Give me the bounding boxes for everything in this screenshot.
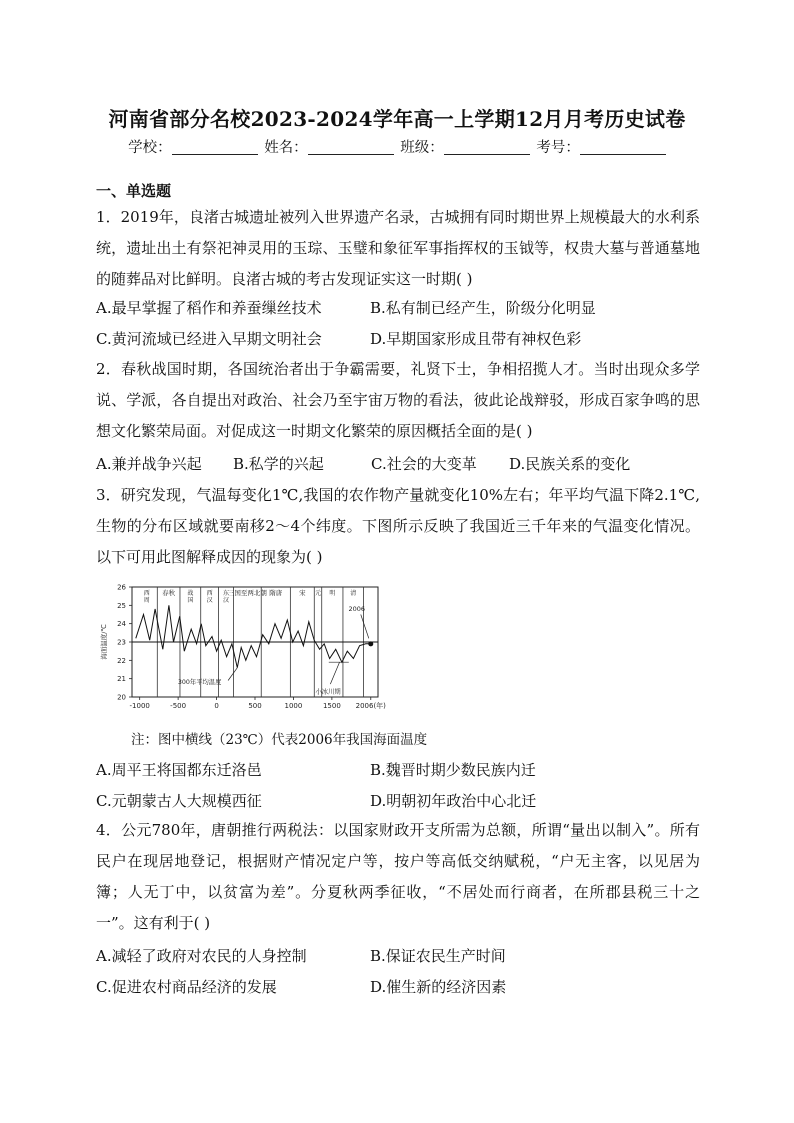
- question-2-text: 2．春秋战国时期，各国统治者出于争霸需要，礼贤下士，争相招揽人才。当时出现众多学说、学派，各自提出对政治、社会乃至宇宙万物的看法，彼此论战辩驳，形成百家争鸣的思想文化繁荣局面。对促成这一时期文化繁荣的原因概括全面的是( ): [96, 360, 700, 440]
- question-3-option-a[interactable]: A.周平王将国都东迁洛邑: [96, 761, 262, 779]
- chart-note: 注：图中横线（23℃）代表2006年我国海面温度: [131, 732, 428, 748]
- question-3-option-b[interactable]: B.魏晋时期少数民族内迁: [370, 761, 536, 779]
- question-4-option-d[interactable]: D.催生新的经济因素: [370, 978, 507, 996]
- y-tick-label: 24: [117, 620, 126, 629]
- name-label: 姓名：: [264, 140, 308, 156]
- question-2-option-c[interactable]: C.社会的大变革: [371, 455, 477, 473]
- exam-no-label: 考号：: [536, 140, 580, 156]
- annotation-300yr-arrow: [228, 668, 237, 681]
- x-tick-label: -1000: [129, 702, 150, 710]
- endpoint-marker: [368, 641, 373, 646]
- question-3-option-d[interactable]: D.明朝初年政治中心北迁: [370, 792, 537, 810]
- class-blank[interactable]: [444, 140, 530, 155]
- section-title: 一、单选题: [96, 182, 172, 200]
- period-label: 东汉: [222, 590, 229, 604]
- x-tick-label: 1000: [284, 702, 303, 710]
- period-label: 清: [350, 590, 357, 597]
- school-blank[interactable]: [172, 140, 258, 155]
- question-1-option-d[interactable]: D.早期国家形成且带有神权色彩: [370, 330, 582, 348]
- temperature-series-line: [136, 605, 371, 667]
- question-4-text: 4．公元780年，唐朝推行两税法：以国家财政开支所需为总额，所谓“量出以制入”。所有民户在现居地登记，根据财产情况定户等，按户等高低交纳赋税，“户无主客，以见居为簿；人无丁中，以贫富为差”。分夏秋两季征收，“不居处而行商者，在所郡县税三十之一”。这有利于( ): [96, 821, 700, 932]
- annotation-300yr: 300年平均温度: [177, 679, 222, 687]
- period-label: 明: [329, 590, 336, 597]
- question-2-option-d[interactable]: D.民族关系的变化: [509, 455, 631, 473]
- question-3-text: 3．研究发现，气温每变化1℃,我国的农作物产量就变化10%左右；年平均气温下降2.1℃,生物的分布区域就要南移2～4个纬度。下图所示反映了我国近三千年来的气温变化情况。以下可用此图解释成因的现象为( ): [96, 486, 700, 566]
- question-1-option-b[interactable]: B.私有制已经产生，阶级分化明显: [370, 299, 596, 317]
- period-label: 春秋: [162, 589, 176, 597]
- question-1-option-c[interactable]: C.黄河流域已经进入早期文明社会: [96, 330, 322, 348]
- question-1-option-a[interactable]: A.最早掌握了稻作和养蚕缫丝技术: [96, 299, 322, 317]
- exam-title: 河南省部分名校2023-2024学年高一上学期12月月考历史试卷: [108, 107, 686, 131]
- exam-no-blank[interactable]: [580, 140, 666, 155]
- y-tick-label: 21: [117, 675, 126, 684]
- temperature-chart: [96, 580, 396, 715]
- question-1-text: 1．2019年，良渚古城遗址被列入世界遗产名录，古城拥有同时期世界上规模最大的水利系统，遗址出土有祭祀神灵用的玉琮、玉璧和象征军事指挥权的玉钺等，权贵大墓与普通墓地的随葬品对比鲜明。良渚古城的考古发现证实这一时期( ): [96, 208, 700, 288]
- question-2-option-a[interactable]: A.兼并战争兴起: [96, 455, 202, 473]
- period-label: 元: [314, 590, 322, 597]
- annotation-2006-arrow: [361, 615, 369, 639]
- period-label: 隋唐: [269, 589, 283, 597]
- period-label: 西汉: [206, 590, 213, 604]
- school-label: 学校：: [128, 140, 172, 156]
- question-4-option-a[interactable]: A.减轻了政府对农民的人身控制: [96, 947, 307, 965]
- x-tick-label: 500: [248, 702, 262, 710]
- y-tick-label: 23: [117, 638, 126, 647]
- annotation-2006: 2006: [348, 604, 366, 613]
- annotation-ice-age-arrow: [330, 662, 339, 684]
- question-2-option-b[interactable]: B.私学的兴起: [233, 455, 324, 473]
- x-tick-label: -500: [170, 702, 187, 710]
- y-tick-label: 22: [117, 656, 126, 665]
- x-tick-label: 2006(年): [355, 702, 386, 710]
- x-tick-label: 1500: [322, 702, 341, 710]
- name-blank[interactable]: [308, 140, 394, 155]
- question-4-option-c[interactable]: C.促进农村商品经济的发展: [96, 978, 277, 996]
- annotation-little-ice-age: 小冰川期: [315, 688, 341, 696]
- x-tick-label: 0: [214, 702, 219, 710]
- period-label: 西周: [143, 590, 150, 604]
- question-3-option-c[interactable]: C.元朝蒙古人大规模西征: [96, 792, 262, 810]
- y-tick-label: 26: [117, 583, 126, 592]
- y-axis-label: 海面温度/℃: [100, 624, 108, 660]
- class-label: 班级：: [400, 140, 444, 156]
- period-label: 战国: [187, 590, 194, 604]
- period-label: 宋: [299, 589, 306, 597]
- period-label: 三国至两北朝: [227, 589, 267, 597]
- student-info-line: [0, 136, 794, 157]
- y-tick-label: 25: [117, 601, 126, 610]
- y-tick-label: 20: [117, 693, 126, 702]
- question-4-option-b[interactable]: B.保证农民生产时间: [370, 947, 506, 965]
